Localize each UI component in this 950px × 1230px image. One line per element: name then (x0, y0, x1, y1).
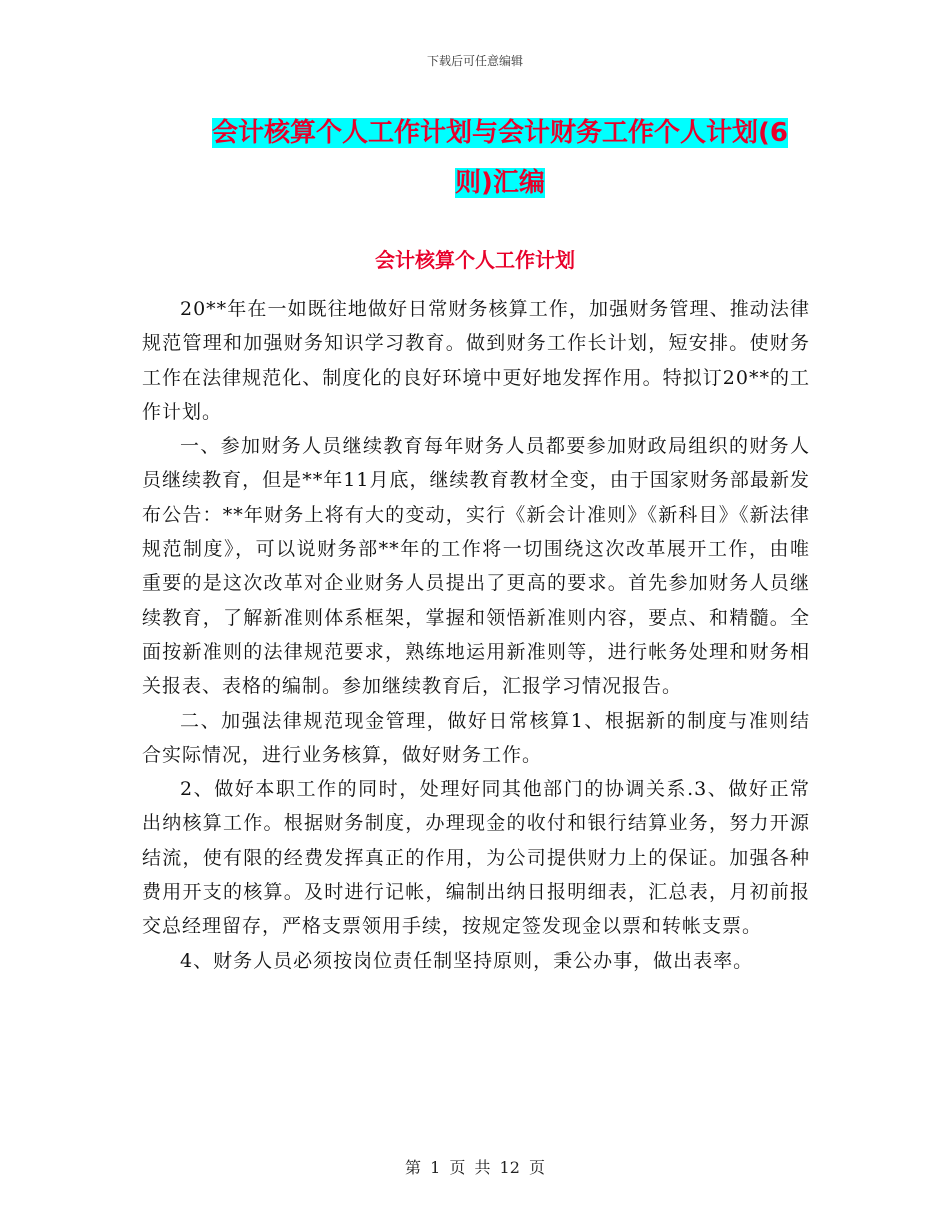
body-text (142, 292, 810, 978)
paragraph: 二、加强法律规范现金管理，做好日常核算1、根据新的制度与准则结合实际情况，进行业务核算，做好财务工作。 (142, 709, 810, 766)
paragraph: 2、做好本职工作的同时，处理好同其他部门的协调关系.3、做好正常出纳核算工作。根据财务制度，办理现金的收付和银行结算业务，努力开源结流，使有限的经费发挥真正的作用，为公司提供财力上的保证。加强各种费用开支的核算。及时进行记帐，编制出纳日报明细表，汇总表，月初前报交总经理留存，严格支票领用手续，按规定签发现金以票和转帐支票。 (142, 778, 810, 938)
paragraph: 20**年在一如既往地做好日常财务核算工作，加强财务管理、推动法律规范管理和加强财务知识学习教育。做到财务工作长计划，短安排。使财务工作在法律规范化、制度化的良好环境中更好地发挥作用。特拟订20**的工作计划。 (142, 298, 810, 423)
paragraph: 一、参加财务人员继续教育每年财务人员都要参加财政局组织的财务人员继续教育，但是**年11月底，继续教育教材全变，由于国家财务部最新发布公告：**年财务上将有大的变动，实行《新会计准则》《新科目》《新法律规范制度》，可以说财务部**年的工作将一切围绕这次改革展开工作，由唯重要的是这次改革对企业财务人员提出了更高的要求。首先参加财务人员继续教育，了解新准则体系框架，掌握和领悟新准则内容，要点、和精髓。全面按新准则的法律规范要求，熟练地运用新准则等，进行帐务处理和财务相关报表、表格的编制。参加继续教育后，汇报学习情况报告。 (142, 435, 810, 698)
document-title-line-1: 会计核算个人工作计划与会计财务工作个人计划(6 (212, 118, 788, 148)
document-title (200, 108, 800, 208)
page-footer: 第 1 页 共 12 页 (405, 1158, 545, 1177)
header-note: 下载后可任意编辑 (426, 54, 523, 68)
paragraph: 4、财务人员必须按岗位责任制坚持原则，秉公办事，做出表率。 (180, 949, 754, 972)
document-title-line-2: 则)汇编 (455, 168, 545, 198)
section-title: 会计核算个人工作计划 (375, 248, 575, 272)
